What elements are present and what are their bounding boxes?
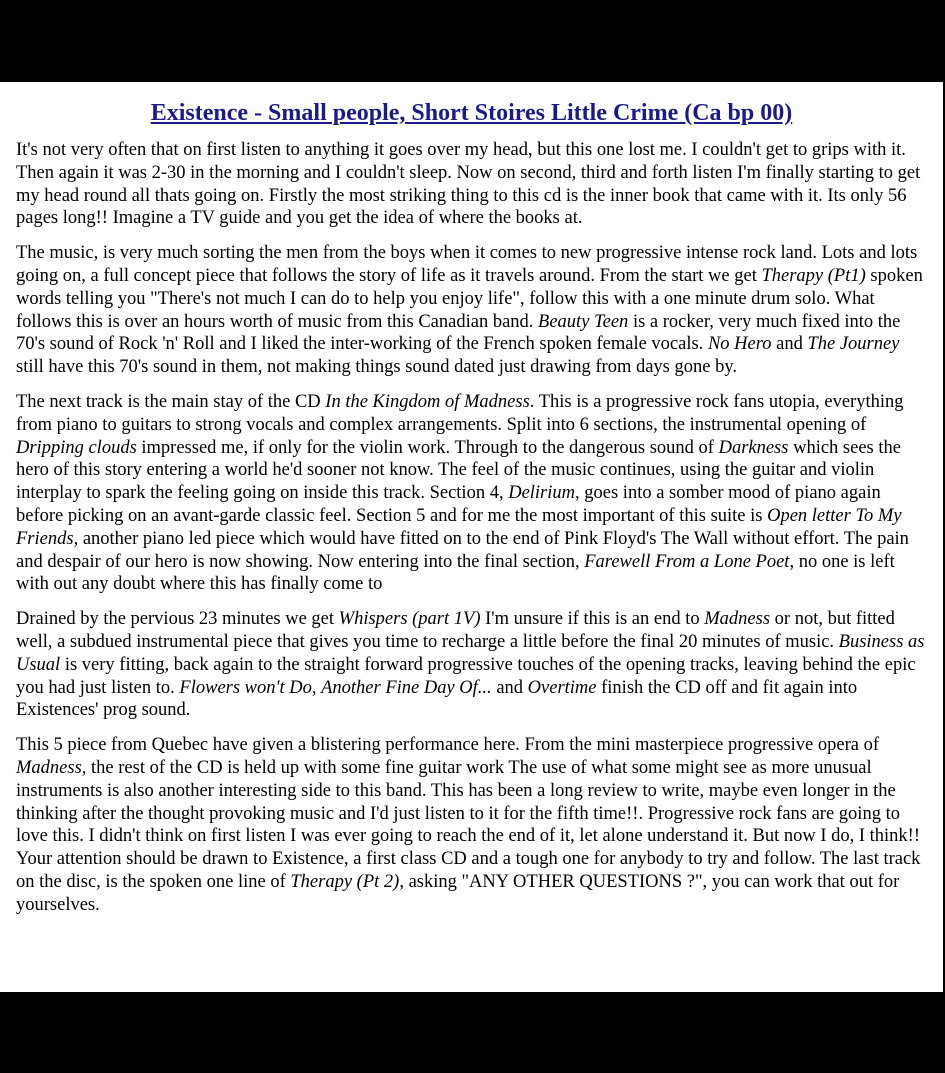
italic-title-text: Therapy (Pt 2) [290, 871, 400, 892]
paragraph-text: , asking "ANY OTHER QUESTIONS ?", you can work that out for yourselves. [16, 871, 900, 915]
italic-title-text: Madness [16, 757, 82, 778]
article-body [0, 139, 943, 917]
paragraph-text: , [311, 677, 322, 698]
italic-title-text: No Hero [707, 334, 772, 355]
paragraph-text: or not, but fitted well, a subdued instrumental piece that gives you time to recharge a little before the final 20 minutes of music. [16, 609, 895, 652]
paragraph-text: and [491, 677, 528, 698]
paragraph-text: The music, is very much sorting the men from the boys when it comes to new progressive intense rock land. Lots and lots going on, a full concept piece that follows the story of life as it travels around. From the start we get [16, 243, 918, 286]
paragraph-text: It's not very often that on first listen to anything it goes over my head, but this one lost me. I couldn't get to grips with it. Then again it was 2-30 in the morning and I couldn't sleep. Now on second, third and forth listen I'm finally starting to get my head round all thats going on. Firstly the most striking thing to this cd is the inner book that came with it. Its only 56 pages long!! Imagine a TV guide and you get the idea of where the books at. [16, 140, 921, 229]
paragraph-text: is a rocker, very much fixed into the 70's sound of Rock 'n' Roll and I liked the inter-working of the French spoken female vocals. [16, 311, 901, 355]
paragraph-text: I'm unsure if this is an end to [480, 609, 705, 630]
paragraph-text: , another piano led piece which would have fitted on to the end of Pink Floyd's The Wall without effort. The pain and despair of our hero is now showing. Now entering into the final section, [16, 528, 909, 572]
paragraph-4 [16, 608, 927, 722]
paragraph-text: finish the CD off and fit again into Existences' prog sound. [16, 677, 858, 721]
italic-title-text: Farewell From a Lone Poet [584, 551, 790, 572]
paragraph-text: , the rest of the CD is held up with some fine guitar work The use of what some might see as more unusual instruments is also another interesting side to this band. This has been a long review to write, maybe even longer in the thinking after the thought provoking music and I'd just listen to it for the fifth time!!. Progressive rock fans are going to love this. I didn't think on first listen I was ever going to reach the end of it, let alone understand it. But now I do, I think!! Your attention should be drawn to Existence, a first class CD and a tough one for anybody to try and follow. The last track on the disc, is the spoken one line of [16, 757, 921, 892]
italic-title-text: Flowers won't Do [179, 677, 312, 698]
paragraph-text: , no one is left with out any doubt where this has finally come to [16, 551, 895, 595]
italic-title-text: Another Fine Day Of... [321, 677, 492, 698]
italic-title-text: Open letter To My Friends [16, 505, 902, 549]
paragraph-text: which sees the hero of this story entering a world he'd sooner not know. The feel of the music continues, using the guitar and violin interplay to spark the feeling going on inside this track. Section 4, [16, 437, 901, 504]
italic-title-text: Madness [704, 609, 771, 630]
page-title[interactable]: Existence - Small people, Short Stoires Little Crime (Ca bp 00) [150, 100, 793, 126]
italic-title-text: Delirium [508, 483, 576, 504]
paragraph-text: impressed me, if only for the violin work. Through to the dangerous sound of [136, 437, 719, 458]
paragraph-text: Drained by the pervious 23 minutes we get [16, 609, 339, 630]
italic-title-text: Whispers (part 1V) [338, 609, 481, 630]
italic-title-text: The Journey [807, 334, 900, 355]
paragraph-text: This 5 piece from Quebec have given a blistering performance here. From the mini masterpiece progressive opera of [16, 735, 880, 756]
paragraph-text: still have this 70's sound in them, not making things sound dated just drawing from days gone by. [16, 357, 738, 378]
italic-title-text: Overtime [527, 677, 597, 698]
paragraph-text: , goes into a somber mood of piano again before picking on an avant-garde classic feel. Section 5 and for me the most important of this suite is [16, 483, 881, 526]
document-page [0, 82, 945, 992]
paragraph-text: spoken words telling you "There's not much I can do to help you enjoy life", follow this with a one minute drum solo. What follows this is over an hours worth of music from this Canadian band. [16, 265, 923, 332]
paragraph-text: is very fitting, back again to the straight forward progressive touches of the opening tracks, leaving behind the epic you had just listen to. [16, 654, 916, 698]
italic-title-text: In the Kingdom of Madness [325, 391, 530, 412]
paragraph-3 [16, 391, 927, 596]
italic-title-text: Darkness [718, 437, 789, 458]
italic-title-text: Dripping clouds [16, 437, 137, 458]
italic-title-text: Therapy (Pt1) [761, 265, 866, 286]
paragraph-text: . This is a progressive rock fans utopia, everything from piano to guitars to strong vocals and complex arrangements. Split into 6 sections, the instrumental opening of [16, 391, 904, 435]
paragraph-1 [16, 139, 927, 230]
italic-title-text: Beauty Teen [538, 311, 629, 332]
italic-title-text: Business as Usual [16, 631, 925, 675]
paragraph-5 [16, 734, 927, 916]
paragraph-text: and [771, 334, 808, 355]
paragraph-2 [16, 242, 927, 379]
paragraph-text: The next track is the main stay of the CD [16, 391, 326, 412]
